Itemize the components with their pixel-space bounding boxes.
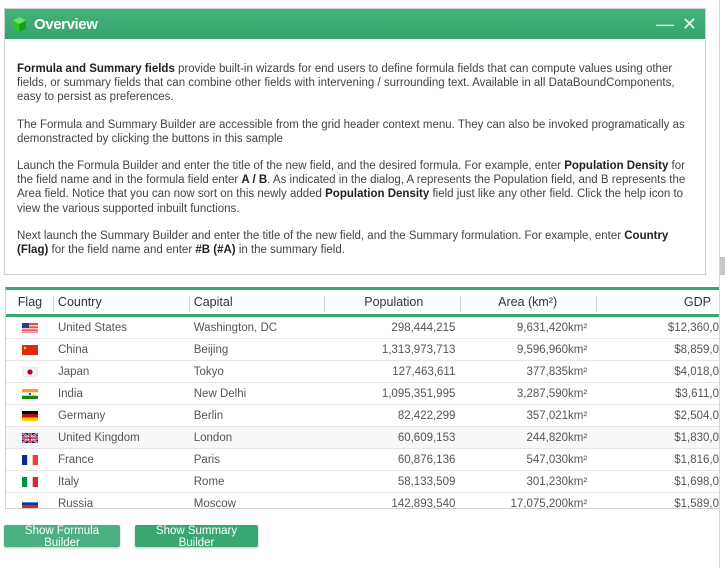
population-cell: 60,609,153 [397,431,456,444]
minimize-icon[interactable]: — [655,14,674,34]
japan-flag-icon [22,367,38,377]
window-titlebar[interactable] [5,9,705,39]
area-cell: 547,030km² [526,453,588,466]
column-header-flag[interactable]: Flag [6,290,54,314]
flag-cell [6,405,54,426]
gdp-cell: $2,504,0 [674,409,719,422]
capital-cell: Berlin [193,409,224,422]
area-cell: 357,021km² [526,409,588,422]
column-header-country[interactable]: Country [54,290,190,314]
gdp-cell: $1,589,0 [674,497,719,509]
column-header-gdp[interactable]: GDP [683,295,711,309]
grid-header [6,290,719,317]
column-header-population[interactable]: Population [325,290,461,314]
show-summary-builder-button[interactable]: Show Summary Builder [135,525,258,547]
germany-flag-icon [22,411,38,421]
column-header-area[interactable]: Area (km²) [461,290,597,314]
table-row[interactable] [6,493,719,509]
area-cell: 244,820km² [526,431,588,444]
china-flag-icon [22,345,38,355]
description-paragraph-1: Formula and Summary fields provide built-in wizards for end users to define formula fields that can compute values using other fields, or summary fields that can combine other fields with intervening / surrounding text. Available in all DataBoundComponents, easy to persist as preferences. [17,63,675,104]
country-cell: China [57,343,88,356]
capital-cell: Tokyo [193,365,224,378]
us-flag-icon [22,323,38,333]
overview-window [4,8,706,275]
table-row[interactable] [6,449,719,471]
grid-body [6,317,719,509]
country-cell: India [57,387,83,400]
country-cell: France [57,453,94,466]
flag-cell [6,361,54,382]
flag-cell [6,427,54,448]
area-cell: 9,631,420km² [516,321,588,334]
gdp-cell: $1,698,0 [674,475,719,488]
description-paragraph-2: The Formula and Summary Builder are accessible from the grid header context menu. They can also be invoked programatically as demonstracted by clicking the buttons in this sample [17,118,685,145]
flag-cell [6,471,54,492]
table-row[interactable] [6,339,719,361]
gdp-cell: $12,360,0 [667,321,719,334]
table-row[interactable] [6,383,719,405]
capital-cell: Rome [193,475,225,488]
gdp-cell: $1,816,0 [674,453,719,466]
population-cell: 127,463,611 [392,365,456,378]
capital-cell: Moscow [193,497,236,509]
uk-flag-icon [22,433,38,443]
italy-flag-icon [22,477,38,487]
description-paragraph-4: Next launch the Summary Builder and enter the title of the new field, and the Summary formulation. For example, enter Country (Flag) for the field name and enter #B (#A) in the summary field. [17,229,669,257]
page-scrollbar-track[interactable] [719,0,720,568]
gdp-cell: $1,830,0 [674,431,719,444]
population-cell: 142,893,540 [391,497,456,509]
russia-flag-icon [22,499,38,509]
country-cell: Russia [57,497,94,509]
population-cell: 58,133,509 [397,475,456,488]
show-formula-builder-button[interactable]: Show Formula Builder [4,525,120,547]
area-cell: 377,835km² [526,365,588,378]
table-row[interactable] [6,317,719,339]
population-cell: 60,876,136 [397,453,456,466]
description-paragraph-3: Launch the Formula Builder and enter the title of the new field, and the desired formula. For example, enter Population Density for the field name and in the formula field enter A / B. As indicated in the dialog, A represents the Population field, and B represents the Area field. Notice that you can now sort on this newly added Population Density field just like any other field. Click the help icon to view the various supported inbuilt functions. [17,160,686,215]
area-cell: 3,287,590km² [516,387,588,400]
area-cell: 301,230km² [526,475,588,488]
close-icon[interactable]: ✕ [681,14,697,34]
india-flag-icon [22,389,38,399]
description-panel [5,39,705,257]
green-cube-icon [13,17,26,32]
table-row[interactable] [6,361,719,383]
country-cell: Italy [57,475,80,488]
gdp-cell: $3,611,0 [675,387,719,400]
country-cell: United States [57,321,127,334]
gdp-cell: $4,018,0 [674,365,719,378]
population-cell: 1,313,973,713 [381,343,456,356]
capital-cell: Washington, DC [193,321,278,334]
window-title: Overview [34,15,98,33]
population-cell: 82,422,299 [397,409,456,422]
page-scrollbar-thumb[interactable] [720,257,725,275]
gdp-cell: $8,859,0 [674,343,719,356]
area-cell: 17,075,200km² [510,497,588,509]
table-row[interactable] [6,405,719,427]
table-row[interactable] [6,427,719,449]
france-flag-icon [22,455,38,465]
flag-cell [6,383,54,404]
flag-cell [6,339,54,360]
population-cell: 1,095,351,995 [381,387,456,400]
area-cell: 9,596,960km² [516,343,588,356]
table-row[interactable] [6,471,719,493]
country-cell: Germany [57,409,106,422]
country-cell: United Kingdom [57,431,140,444]
flag-cell [6,493,54,509]
countries-grid [5,287,719,509]
column-header-capital[interactable]: Capital [190,290,326,314]
flag-cell [6,449,54,470]
capital-cell: New Delhi [193,387,247,400]
capital-cell: London [193,431,233,444]
population-cell: 298,444,215 [391,321,456,334]
flag-cell [6,317,54,338]
capital-cell: Beijing [193,343,229,356]
country-cell: Japan [57,365,90,378]
capital-cell: Paris [193,453,220,466]
